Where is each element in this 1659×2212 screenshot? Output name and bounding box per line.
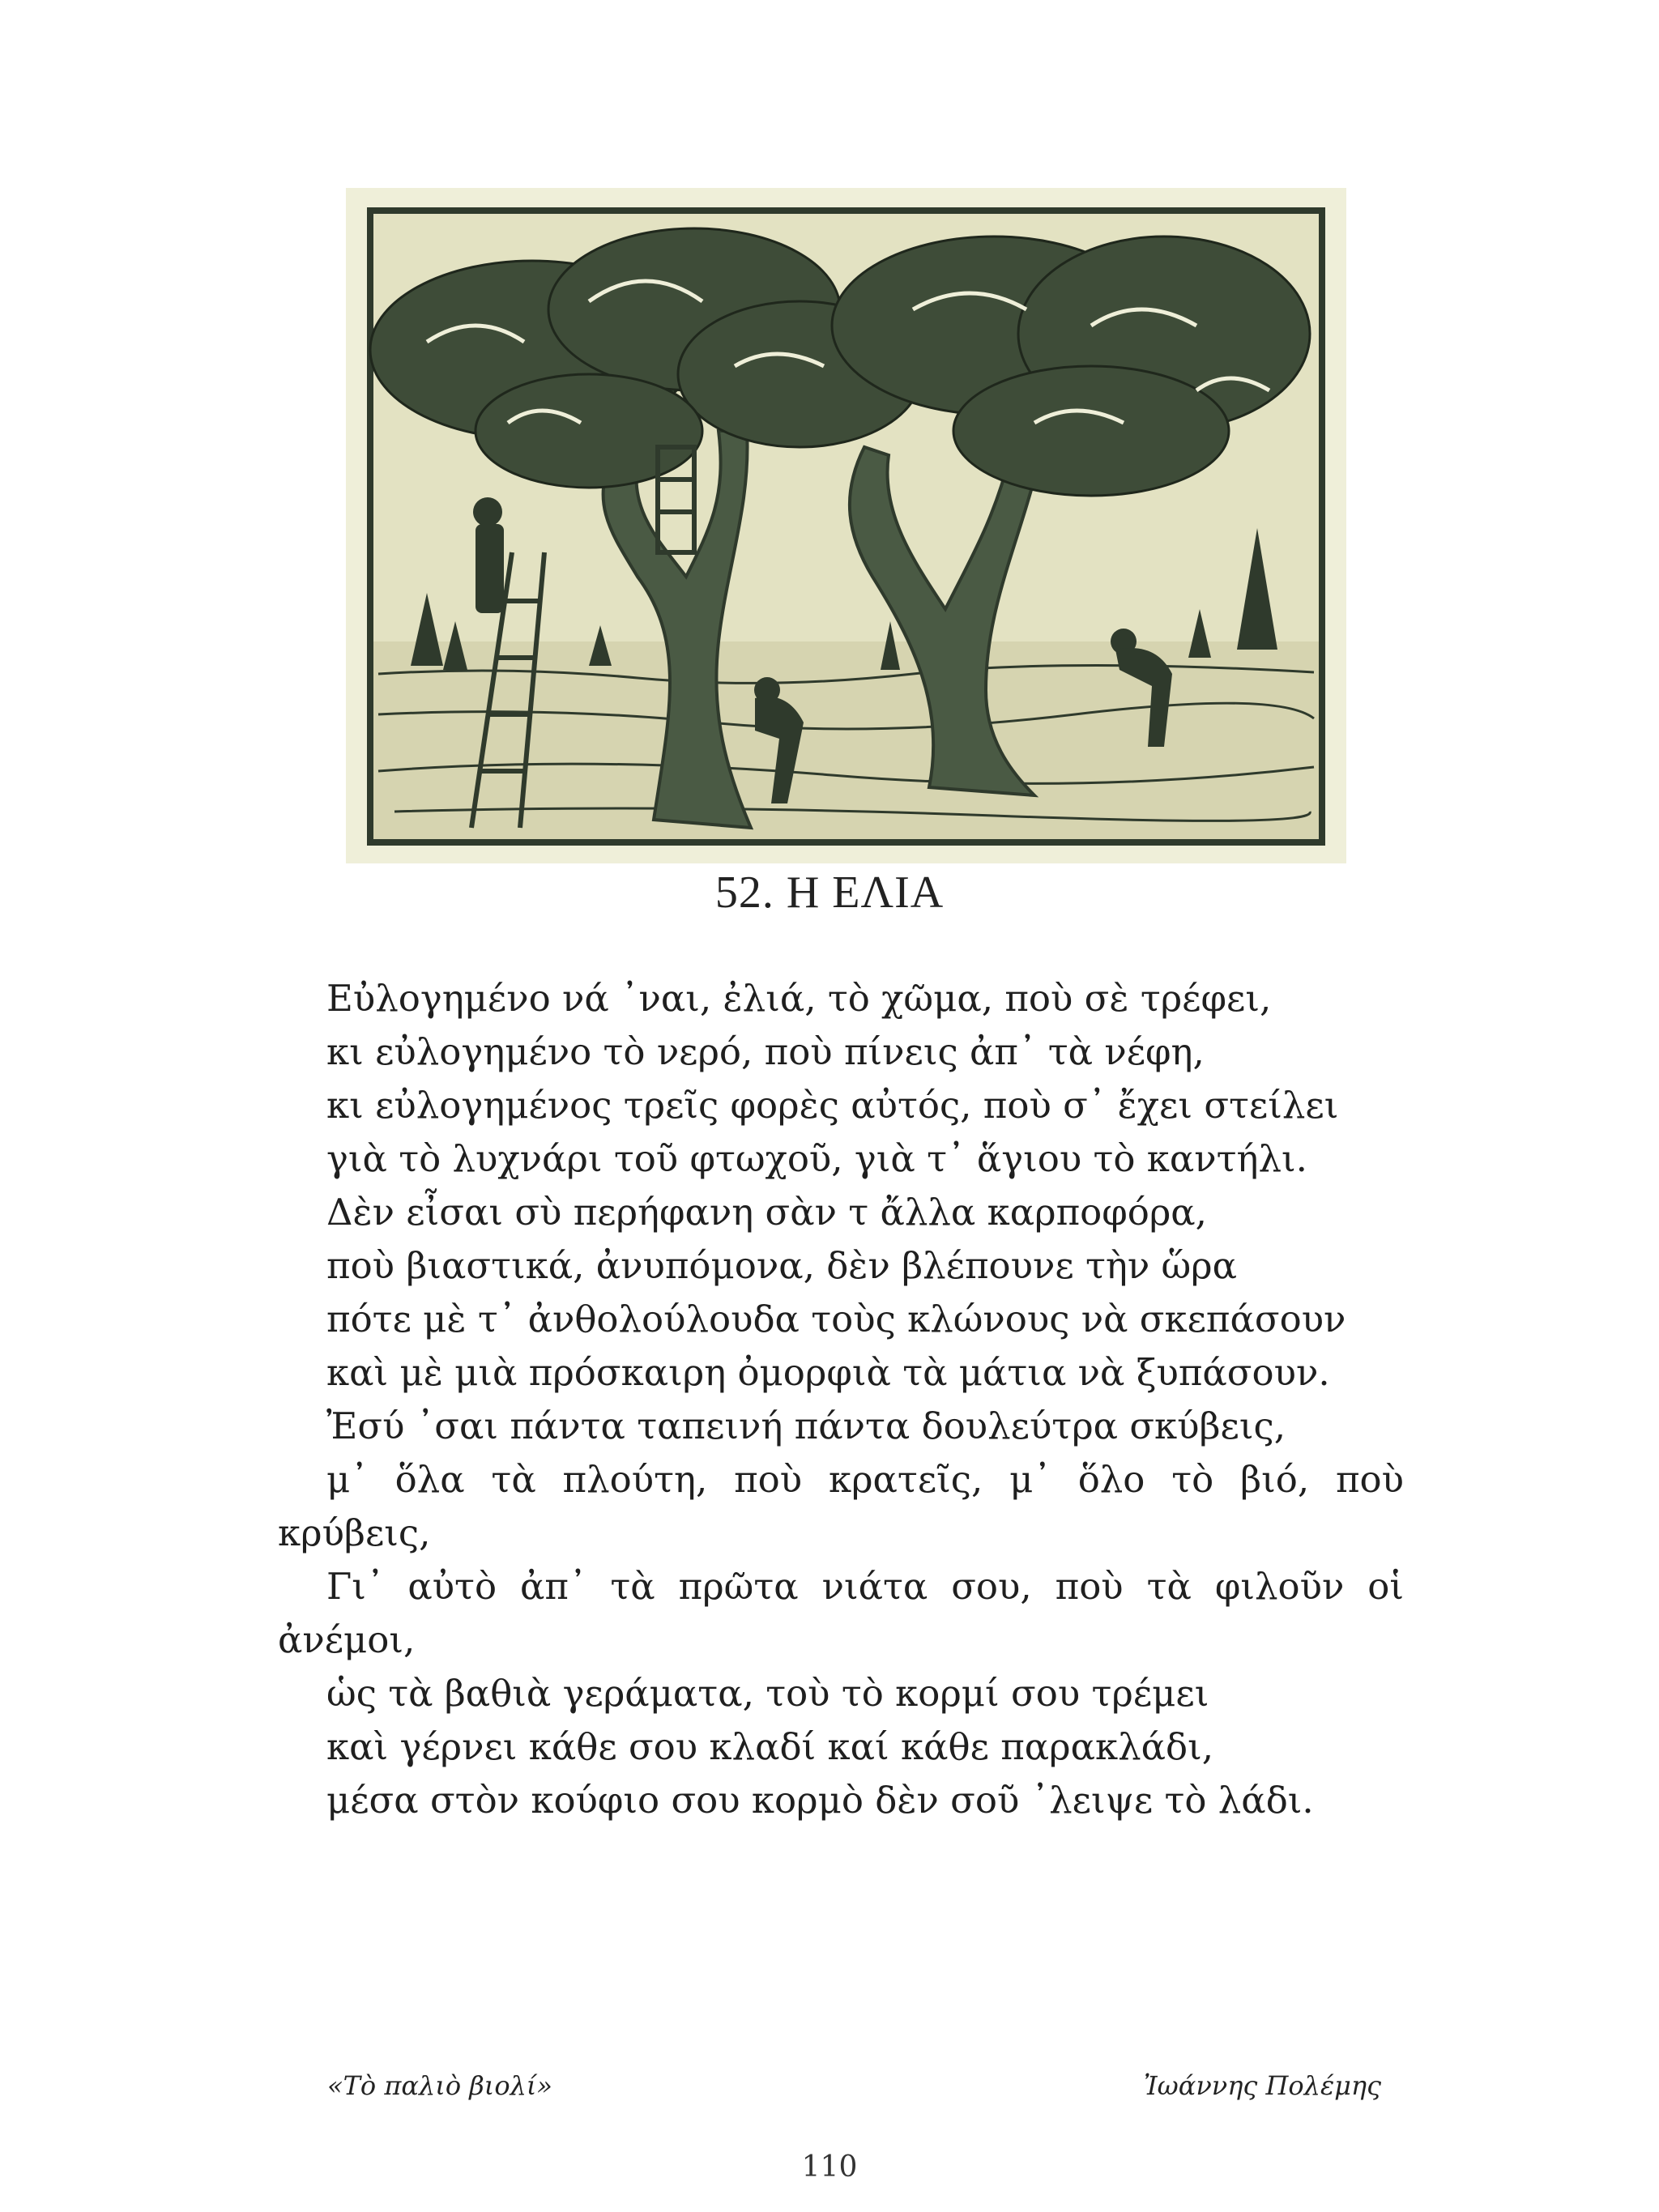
poem-line: καὶ μὲ μιὰ πρόσκαιρη ὀμορφιὰ τὰ μάτια νὰ ξυπάσουν. [326,1351,1330,1394]
poem-line: Γι᾿ αὐτὸ ἀπ᾿ τὰ πρῶτα νιάτα σου, ποὺ τὰ φιλοῦν οἱ [326,1565,1404,1608]
page-number: 110 [801,2150,858,2184]
poem-line: γιὰ τὸ λυχνάρι τοῦ φτωχοῦ, γιὰ τ᾿ ἅγιου τὸ καντήλι. [326,1137,1307,1180]
poem-line: Ἐσύ ᾿σαι πάντα ταπεινή πάντα δουλεύτρα σκύβεις, [326,1404,1286,1447]
chapter-title: 52. Η ΕΛΙΑ [714,867,945,918]
author-name: Ἰωάννης Πολέμης [1143,2070,1381,2101]
poem-line: πότε μὲ τ᾿ ἀνθολούλουδα τοὺς κλώνους νὰ σκεπάσουν [326,1298,1346,1340]
poem-line: Δὲν εἶσαι σὺ περήφανη σὰν τ ἄλλα καρποφόρα, [326,1191,1207,1234]
poem-line: ἀνέμοι, [278,1618,416,1661]
poem-line: κρύβεις, [278,1511,431,1554]
poem-line: Εὐλογημένο νά ᾿ναι, ἐλιά, τὸ χῶμα, ποὺ σὲ τρέφει, [326,977,1272,1020]
poem-line: κι εὐλογημένο τὸ νερό, ποὺ πίνεις ἀπ᾿ τὰ νέφη, [326,1030,1205,1073]
poem-body [278,972,1404,1827]
poem-line: καὶ γέρνει κάθε σου κλαδί καί κάθε παρακλάδι, [326,1725,1214,1768]
poem-line: ποὺ βιαστικά, ἀνυπόμονα, δὲν βλέπουνε τὴν ὥρα [326,1244,1238,1287]
source-title: «Τὸ παλιὸ βιολί» [327,2070,552,2101]
woodcut-illustration [346,188,1346,863]
poem-line: ὡς τὰ βαθιὰ γεράματα, τοὺ τὸ κορμί σου τρέμει [326,1672,1209,1715]
poem-line: μέσα στὸν κούφιο σου κορμὸ δὲν σοῦ ᾿λειψε τὸ λάδι. [326,1779,1314,1822]
poem-line: κι εὐλογημένος τρεῖς φορὲς αὐτός, ποὺ σ᾿ ἔχει στείλει [326,1084,1339,1127]
poem-line: μ᾿ ὅλα τὰ πλούτη, ποὺ κρατεῖς, μ᾿ ὅλο τὸ βιό, ποὺ [326,1458,1404,1501]
olive-harvest-woodcut-icon [346,188,1346,863]
